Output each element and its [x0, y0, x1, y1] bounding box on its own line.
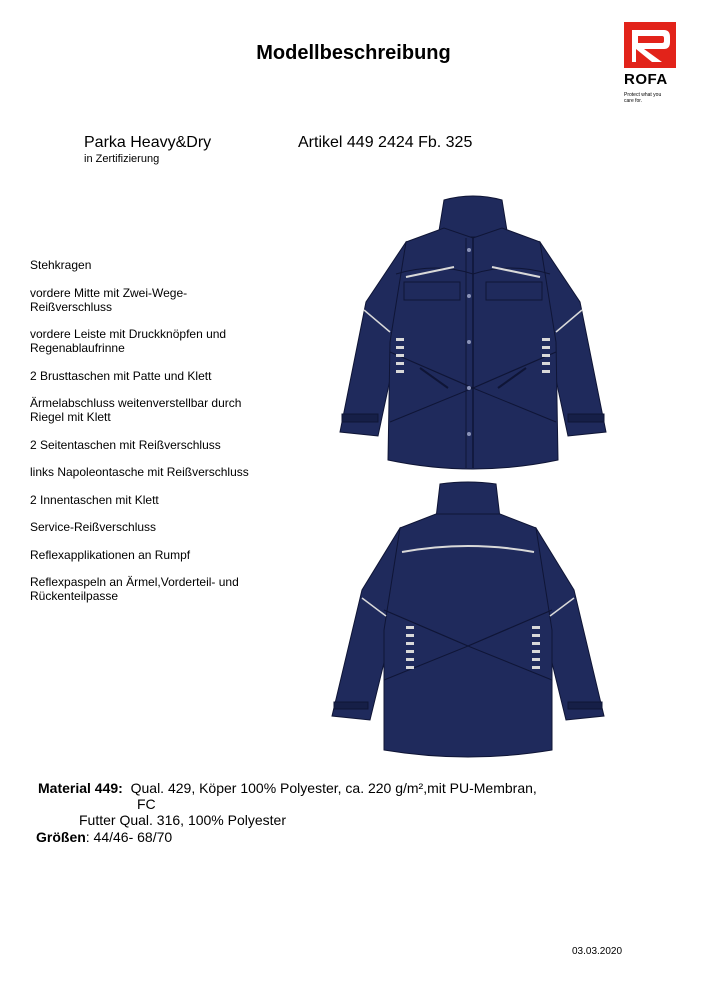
logo-tagline	[624, 92, 684, 104]
rofa-logo-mark	[624, 22, 676, 68]
logo-tagline-line2: care for.	[624, 98, 643, 104]
feature-item: Reflexpaspeln an Ärmel,Vorderteil- und Rückenteilpasse	[30, 575, 239, 603]
document-date: 03.03.2020	[572, 946, 623, 957]
feature-item: 2 Brusttaschen mit Patte und Klett	[30, 368, 212, 383]
feature-item: Reflexapplikationen an Rumpf	[30, 547, 191, 562]
material-label: Material 449:	[38, 780, 123, 796]
material-line2: FC	[137, 796, 156, 812]
material-line1	[38, 780, 537, 796]
feature-item: Service-Reißverschluss	[30, 520, 157, 534]
feature-item: 2 Seitentaschen mit Reißverschluss	[30, 437, 221, 452]
sizes-label: Größen	[36, 829, 86, 845]
feature-item: vordere Mitte mit Zwei-Wege-Reißverschluss	[30, 285, 188, 314]
product-name: Parka Heavy&Dry	[84, 134, 212, 151]
feature-list	[30, 258, 300, 617]
logo-brand: ROFA	[624, 71, 668, 88]
product-subtitle: in Zertifizierung	[84, 153, 160, 165]
material-line3: Futter Qual. 316, 100% Polyester	[79, 812, 286, 828]
feature-item: Stehkragen	[30, 258, 92, 272]
page-title: Modellbeschreibung	[256, 42, 451, 64]
sizes-line	[36, 829, 172, 845]
feature-item: links Napoleontasche mit Reißverschluss	[30, 465, 249, 479]
feature-item: 2 Innentaschen mit Klett	[30, 492, 159, 507]
material-quality: Qual. 429, Köper 100% Polyester, ca. 220 g/m²,mit PU-Membran,	[130, 780, 537, 796]
material-block	[38, 780, 537, 828]
feature-item: vordere Leiste mit Druckknöpfen und Regenablaufrinne	[30, 327, 227, 355]
rofa-logo	[624, 22, 684, 104]
jacket-back-illustration	[326, 480, 610, 764]
feature-item: Ärmelabschluss weitenverstellbar durch Riegel mit Klett	[30, 396, 242, 424]
article-number: Artikel 449 2424 Fb. 325	[298, 134, 473, 151]
logo-tagline-line1: Protect what you	[624, 92, 662, 98]
jacket-front-illustration	[336, 192, 610, 480]
sizes-value: : 44/46- 68/70	[85, 829, 173, 845]
